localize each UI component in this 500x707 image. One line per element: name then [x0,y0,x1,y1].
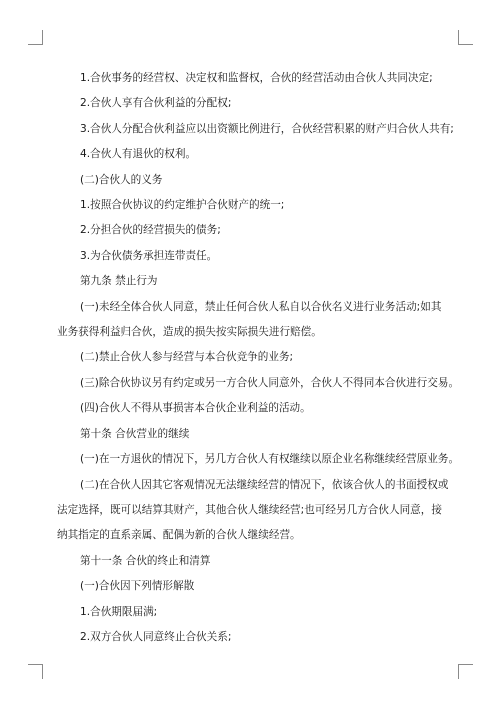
paragraph: 3.合伙人分配合伙利益应以出资额比例进行，合伙经营积累的财产归合伙人共有; [80,122,454,135]
section-heading: (一)合伙因下列情形解散 [80,580,195,593]
paragraph: 4.合伙人有退伙的权利。 [80,148,197,161]
paragraph: (二)在合伙人因其它客观情况无法继续经营的情况下，依该合伙人的书面授权或法定选择，既可以结算其财产，其他合伙人继续经营;也可经另几方合伙人同意，接纳其指定的直系亲属、配偶为新的合伙人继续经营。 [57,478,449,542]
section-heading: (二)合伙人的义务 [80,173,163,186]
crop-mark-top-left [28,30,43,45]
crop-mark-bottom-left [28,664,43,679]
paragraph: (一)未经全体合伙人同意，禁止任何合伙人私自以合伙名义进行业务活动;如其业务获得利益归合伙，造成的损失按实际损失进行赔偿。 [57,300,442,339]
paragraph: 2.双方合伙人同意终止合伙关系; [80,630,232,643]
document-body [57,66,460,650]
paragraph: (三)除合伙协议另有约定或另一方合伙人同意外，合伙人不得同本合伙进行交易。 [80,376,460,389]
paragraph: (二)禁止合伙人参与经营与本合伙竞争的业务; [80,351,294,364]
paragraph: 1.合伙期限届满; [80,605,158,618]
paragraph: 3.为合伙债务承担连带责任。 [80,249,218,262]
paragraph: 2.分担合伙的经营损失的债务; [80,224,221,237]
paragraph: 1.合伙事务的经营权、决定权和监督权，合伙的经营活动由合伙人共同决定; [80,72,433,84]
paragraph: (四)合伙人不得从事损害本合伙企业利益的活动。 [80,402,311,415]
paragraph: 2.合伙人享有合伙利益的分配权; [80,97,232,110]
paragraph: (一)在一方退伙的情况下，另几方合伙人有权继续以原企业名称继续经营原业务。 [80,453,460,466]
crop-mark-top-right [458,30,473,45]
crop-mark-bottom-right [458,664,473,679]
article-heading: 第十一条 合伙的终止和清算 [80,554,211,567]
article-heading: 第九条 禁止行为 [80,275,158,288]
paragraph: 1.按照合伙协议的约定维护合伙财产的统一; [80,199,285,212]
article-heading: 第十条 合伙营业的继续 [80,427,190,440]
